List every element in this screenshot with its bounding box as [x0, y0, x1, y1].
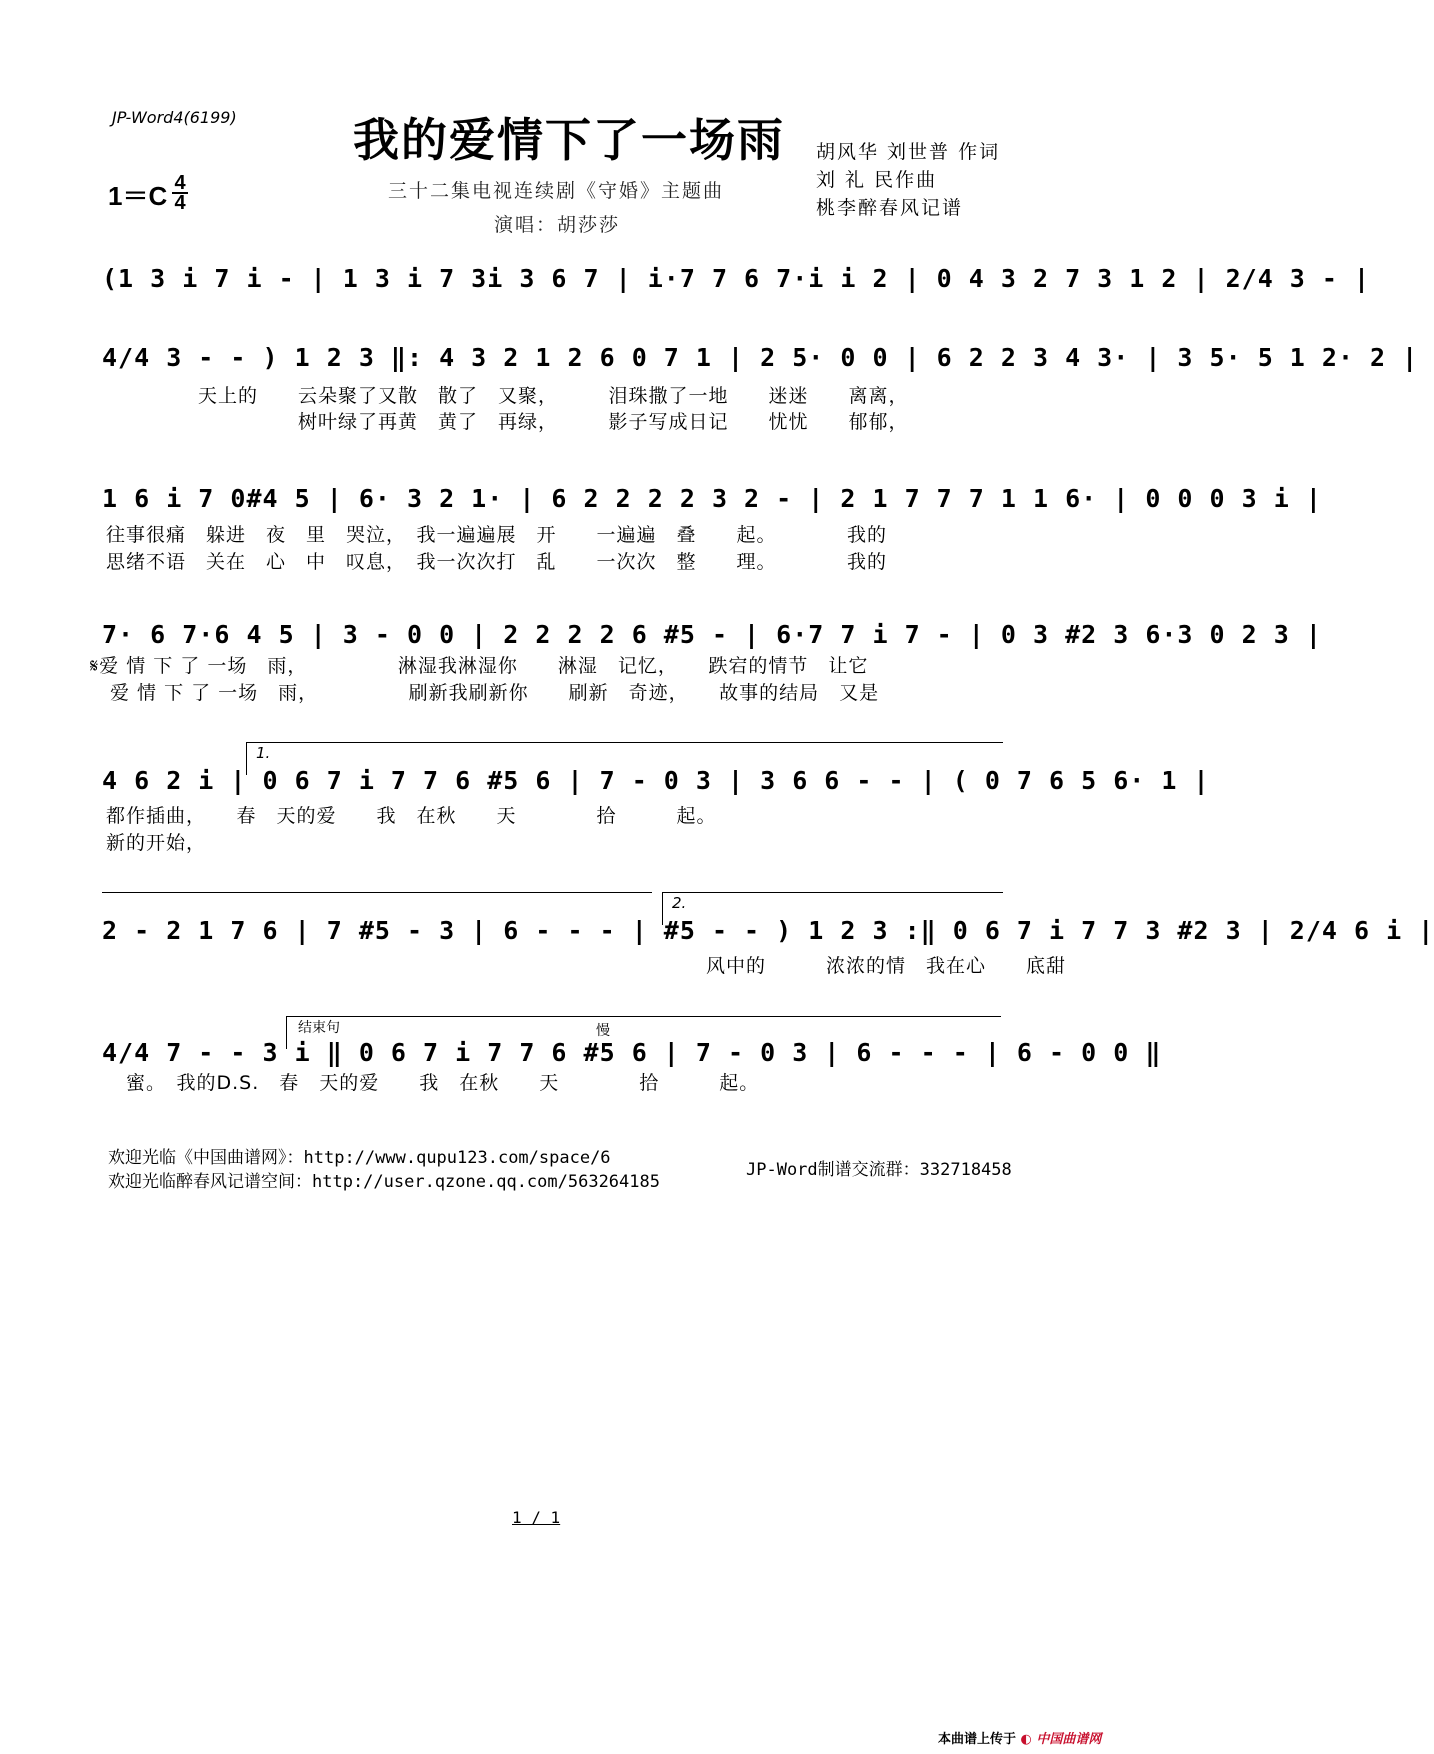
song-title: 我的爱情下了一场雨 [353, 113, 785, 167]
footer-links [108, 1146, 660, 1194]
transcriber-credit: 桃李醉春风记谱 [816, 197, 964, 219]
system-4-lyric-2: 爱 情 下 了 一场 雨， 刷新我刷新你 刷新 奇迹， 故事的结局 又是 [90, 682, 880, 704]
logo-icon: ◐ [1020, 1732, 1032, 1747]
system-3-notes: 1 6 i 7 0#4 5 | 6· 3 2 1· | 6 2 2 2 2 3 2 - | 2 1 7 7 7 1 1 6· | 0 0 0 3 i | [102, 484, 1322, 513]
singer-label: 演唱：胡莎莎 [494, 214, 621, 236]
footer-group: JP-Word制谱交流群：332718458 [746, 1160, 1012, 1180]
system-6-lyric-1: 风中的 浓浓的情 我在心 底甜 [106, 955, 1067, 977]
song-subtitle: 三十二集电视连续剧《守婚》主题曲 [388, 180, 725, 202]
system-6-notes: 2 - 2 1 7 6 | 7 #5 - 3 | 6 - - - | #5 - - ) 1 2 3 :‖ 0 6 7 i 7 7 3 #2 3 | 2/4 6 i | [102, 916, 1434, 945]
system-3-lyric-2: 思绪不语 关在 心 中 叹息， 我一次次打 乱 一次次 整 理。 我的 [106, 551, 888, 573]
system-5-notes: 4 6 2 i | 0 6 7 i 7 7 6 #5 6 | 7 - 0 3 | 3 6 6 - - | ( 0 7 6 5 6· 1 | [102, 766, 1210, 795]
key-signature: 1＝C [108, 181, 168, 211]
system-2-lyric-1: 天上的 云朵聚了又散 散了 又聚， 泪珠撒了一地 迷迷 离离， [198, 385, 909, 407]
site-logo: 中国曲谱网 [1036, 1732, 1102, 1747]
page-number: 1 / 1 [512, 1508, 561, 1527]
system-1-notes: (1 3 i 7 i - | 1 3 i 7 3i 3 6 7 | i·7 7 6 7·i i 2 | 0 4 3 2 7 3 1 2 | 2/4 3 - | [102, 264, 1371, 293]
footer-link-qupu[interactable]: 欢迎光临《中国曲谱网》：http://www.qupu123.com/space/6 [108, 1148, 611, 1168]
system-5-lyric-2: 新的开始， [106, 832, 207, 854]
system-3-lyric-1: 往事很痛 躲进 夜 里 哭泣， 我一遍遍展 开 一遍遍 叠 起。 我的 [106, 524, 888, 546]
system-5-lyric-1: 都作插曲， 春 天的爱 我 在秋 天 拾 起。 [106, 805, 717, 827]
system-4-lyric-1: 𝄋爱 情 下 了 一场 雨， 淋湿我淋湿你 淋湿 记忆， 跌宕的情节 让它 [90, 655, 869, 677]
lyricists-credit: 胡风华 刘世普 作词 [816, 141, 1001, 163]
software-label: JP-Word4(6199) [112, 108, 237, 127]
coda-label: 结束句 [298, 1020, 340, 1036]
system-2-notes: 4/4 3 - - ) 1 2 3 ‖: 4 3 2 1 2 6 0 7 1 | 2 5· 0 0 | 6 2 2 3 4 3· | 3 5· 5 1 2· 2 | [102, 343, 1419, 372]
volta-1-label: 1. [256, 744, 271, 762]
time-signature-top: 4 [174, 172, 186, 194]
time-signature-bottom: 4 [174, 192, 186, 214]
system-7-lyric-1: 蜜。 我的D.S. 春 天的爱 我 在秋 天 拾 起。 [106, 1072, 760, 1094]
time-signature [172, 174, 188, 212]
credits [816, 138, 1000, 222]
composer-credit: 刘 礼 民作曲 [816, 169, 938, 191]
upload-note [938, 1728, 1101, 1747]
volta-2-label: 2. [672, 894, 687, 912]
upload-note-text: 本曲谱上传于 [938, 1732, 1017, 1747]
system-7-notes: 4/4 7 - - 3 i ‖ 0 6 7 i 7 7 6 #5 6 | 7 - 0 3 | 6 - - - | 6 - 0 0 ‖ [102, 1038, 1162, 1067]
footer-link-qzone[interactable]: 欢迎光临醉春风记谱空间：http://user.qzone.qq.com/563264185 [108, 1172, 660, 1192]
system-2-lyric-2: 树叶绿了再黄 黄了 再绿， 影子写成日记 忧忧 郁郁， [198, 411, 909, 433]
tempo-mark: 慢 [596, 1023, 610, 1039]
system-4-notes: 7· 6 7·6 4 5 | 3 - 0 0 | 2 2 2 2 6 #5 - | 6·7 7 i 7 - | 0 3 #2 3 6·3 0 2 3 | [102, 620, 1322, 649]
